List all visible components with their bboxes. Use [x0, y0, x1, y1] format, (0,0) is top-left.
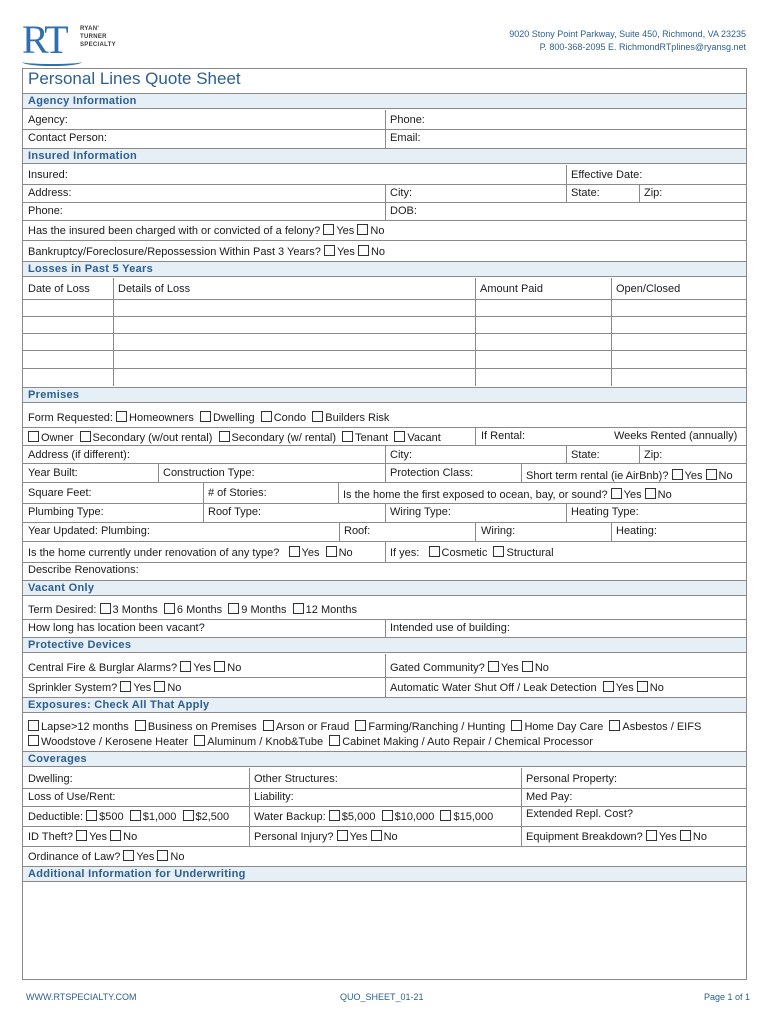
short-term-row: [526, 469, 733, 483]
extended-replacement-label[interactable]: Extended Repl. Cost?: [526, 808, 634, 820]
col-divider: [566, 503, 567, 522]
year-updated-plumbing-label[interactable]: Year Updated: Plumbing:: [28, 525, 150, 537]
insured-address-label[interactable]: Address:: [28, 187, 72, 199]
felony-yes-label: Yes: [336, 225, 355, 237]
row-divider: [23, 427, 746, 428]
ordinance-yes-checkbox[interactable]: [123, 850, 134, 861]
sprinkler-row: [28, 681, 181, 695]
col-divider: [385, 445, 386, 463]
ordinance-row: [28, 850, 184, 864]
first-exposed-yes-label: Yes: [623, 489, 642, 501]
bankruptcy-no-checkbox[interactable]: [358, 245, 369, 256]
exposure-business-label: Business on Premises: [147, 721, 257, 733]
insured-phone-label[interactable]: Phone:: [28, 205, 63, 217]
contact-person-label[interactable]: Contact Person:: [28, 132, 107, 144]
row-divider: [23, 562, 746, 563]
if-rental-label: If Rental:: [481, 430, 526, 442]
id-theft-yes-checkbox[interactable]: [76, 830, 87, 841]
col-divider: [339, 522, 340, 541]
id-theft-question: ID Theft?: [28, 831, 74, 843]
renovation-cosmetic-label: Cosmetic: [441, 547, 488, 559]
sprinkler-no-checkbox[interactable]: [154, 681, 165, 692]
premises-city-label[interactable]: City:: [390, 449, 412, 461]
col-divider: [566, 445, 567, 463]
id-theft-no-checkbox[interactable]: [110, 830, 121, 841]
plumbing-type-label[interactable]: Plumbing Type:: [28, 506, 104, 518]
felony-question: Has the insured been charged with or convicted of a felony?: [28, 225, 321, 237]
exposure-woodstove-label: Woodstove / Kerosene Heater: [41, 736, 189, 748]
water-backup-10000-checkbox[interactable]: [382, 810, 393, 821]
felony-row: [28, 224, 384, 238]
id-theft-yes-label: Yes: [89, 831, 108, 843]
bankruptcy-row: [28, 245, 385, 259]
footer-page-number: Page 1 of 1: [704, 992, 751, 1002]
insured-zip-label[interactable]: Zip:: [644, 187, 663, 199]
col-divider: [385, 184, 386, 220]
section-title-coverages: Coverages: [28, 753, 87, 765]
form-requested-row: [28, 411, 389, 425]
exposure-asbestos-checkbox[interactable]: [609, 720, 620, 731]
exposure-arson-checkbox[interactable]: [263, 720, 274, 731]
bankruptcy-yes-label: Yes: [336, 246, 355, 258]
vacant-how-long-label[interactable]: How long has location been vacant?: [28, 622, 205, 634]
exposures-row-2: [28, 735, 593, 749]
renovation-question: Is the home currently under renovation of any type?: [28, 547, 280, 559]
col-divider: [611, 522, 612, 541]
water-shutoff-no-label: No: [649, 682, 664, 694]
sprinkler-no-label: No: [167, 682, 182, 694]
loss-of-use-label[interactable]: Loss of Use/Rent:: [28, 791, 116, 803]
bankruptcy-no-label: No: [370, 246, 386, 258]
intended-use-label[interactable]: Intended use of building:: [390, 622, 510, 634]
exposure-aluminum-label: Aluminum / Knob&Tube: [207, 736, 324, 748]
alarms-yes-label: Yes: [193, 662, 212, 674]
id-theft-row: [28, 830, 137, 844]
first-exposed-no-checkbox[interactable]: [645, 488, 656, 499]
first-exposed-no-label: No: [657, 489, 672, 501]
water-shutoff-no-checkbox[interactable]: [637, 681, 648, 692]
personal-property-label[interactable]: Personal Property:: [526, 773, 618, 785]
equipment-no-label: No: [692, 831, 707, 843]
col-divider: [385, 654, 386, 697]
form-builders-risk-checkbox[interactable]: [312, 411, 323, 422]
logo-word-2: TURNER: [80, 34, 107, 40]
col-divider: [158, 463, 159, 482]
ordinance-yes-label: Yes: [136, 851, 155, 863]
section-title-vacant: Vacant Only: [28, 582, 95, 594]
ordinance-question: Ordinance of Law?: [28, 851, 121, 863]
form-dwelling-checkbox[interactable]: [200, 411, 211, 422]
personal-injury-no-checkbox[interactable]: [371, 830, 382, 841]
row-divider: [23, 826, 746, 827]
deductible-1000-checkbox[interactable]: [130, 810, 141, 821]
loss-amount-header: Amount Paid: [480, 283, 543, 295]
bankruptcy-question: Bankruptcy/Foreclosure/Repossession Within Past 3 Years?: [28, 246, 321, 258]
short-term-yes-checkbox[interactable]: [672, 469, 683, 480]
section-header-premises: [23, 387, 746, 403]
first-exposed-question: Is the home the first exposed to ocean, bay, or sound?: [343, 489, 608, 501]
insured-state-label[interactable]: State:: [571, 187, 600, 199]
water-backup-10000-label: $10,000: [394, 811, 435, 823]
liability-label[interactable]: Liability:: [254, 791, 294, 803]
renovation-no-checkbox[interactable]: [326, 546, 337, 557]
occupancy-secondary-rental-label: Secondary (w/ rental): [231, 432, 337, 444]
insured-city-label[interactable]: City:: [390, 187, 412, 199]
loss-row-line: [23, 316, 746, 317]
sprinkler-yes-checkbox[interactable]: [120, 681, 131, 692]
water-backup-15000-label: $15,000: [453, 811, 494, 823]
loss-row-line: [23, 333, 746, 334]
id-theft-no-label: No: [123, 831, 138, 843]
loss-status-header: Open/Closed: [616, 283, 681, 295]
section-title-exposures: Exposures: Check All That Apply: [28, 699, 210, 711]
year-updated-wiring-label[interactable]: Wiring:: [481, 525, 516, 537]
logo-monogram: RT: [22, 17, 67, 62]
additional-info-area[interactable]: [23, 882, 746, 978]
section-title-losses: Losses in Past 5 Years: [28, 263, 154, 275]
short-term-no-label: No: [718, 470, 733, 482]
form-condo-label: Condo: [273, 412, 307, 424]
equipment-yes-label: Yes: [658, 831, 677, 843]
col-divider: [385, 619, 386, 637]
section-header-agency: [23, 93, 746, 109]
renovation-row: [28, 546, 353, 560]
col-divider: [521, 463, 522, 482]
section-title-agency: Agency Information: [28, 95, 137, 107]
water-shutoff-yes-checkbox[interactable]: [603, 681, 614, 692]
personal-injury-row: [254, 830, 398, 844]
premises-zip-label[interactable]: Zip:: [644, 449, 663, 461]
page-title: Personal Lines Quote Sheet: [28, 69, 241, 88]
other-structures-label[interactable]: Other Structures:: [254, 773, 338, 785]
term-desired-label: Term Desired:: [28, 604, 97, 616]
occupancy-row: [28, 431, 441, 445]
renovation-structural-label: Structural: [506, 547, 554, 559]
exposure-daycare-checkbox[interactable]: [511, 720, 522, 731]
alarms-no-label: No: [227, 662, 242, 674]
agency-phone-label[interactable]: Phone:: [390, 114, 425, 126]
water-backup-label: Water Backup:: [254, 811, 326, 823]
bankruptcy-yes-checkbox[interactable]: [324, 245, 335, 256]
exposure-lapse-label: Lapse>12 months: [41, 721, 129, 733]
col-divider: [113, 278, 114, 386]
year-built-label[interactable]: Year Built:: [28, 467, 78, 479]
exposure-cabinet-checkbox[interactable]: [329, 735, 340, 746]
term-6-months-checkbox[interactable]: [164, 603, 175, 614]
protection-class-label[interactable]: Protection Class:: [390, 467, 474, 479]
alarms-question: Central Fire & Burglar Alarms?: [28, 662, 178, 674]
occupancy-vacant-label: Vacant: [407, 432, 441, 444]
equipment-breakdown-row: [526, 830, 707, 844]
dwelling-coverage-label[interactable]: Dwelling:: [28, 773, 73, 785]
row-divider: [23, 482, 746, 483]
deductible-row: [28, 810, 229, 824]
short-term-yes-label: Yes: [684, 470, 703, 482]
short-term-rental-question: Short term rental (ie AirBnb)?: [526, 470, 669, 482]
equipment-breakdown-question: Equipment Breakdown?: [526, 831, 643, 843]
section-title-additional: Additional Information for Underwriting: [28, 868, 246, 880]
occupancy-tenant-label: Tenant: [355, 432, 389, 444]
felony-yes-checkbox[interactable]: [323, 224, 334, 235]
term-3-months-label: 3 Months: [112, 604, 158, 616]
exposures-row-1: [28, 720, 701, 734]
deductible-1000-label: $1,000: [142, 811, 177, 823]
footer-form-code: QUO_SHEET_01-21: [340, 992, 424, 1002]
renovation-yes-checkbox[interactable]: [289, 546, 300, 557]
section-header-vacant: [23, 580, 746, 596]
personal-injury-no-label: No: [383, 831, 398, 843]
water-backup-15000-checkbox[interactable]: [440, 810, 451, 821]
row-divider: [23, 806, 746, 807]
water-shutoff-question: Automatic Water Shut Off / Leak Detection: [390, 682, 597, 694]
deductible-2500-checkbox[interactable]: [183, 810, 194, 821]
premises-state-label[interactable]: State:: [571, 449, 600, 461]
occupancy-owner-checkbox[interactable]: [28, 431, 39, 442]
col-divider: [475, 427, 476, 445]
personal-injury-question: Personal Injury?: [254, 831, 334, 843]
form-requested-label: Form Requested:: [28, 412, 113, 424]
col-divider: [639, 445, 640, 463]
exposure-business-checkbox[interactable]: [135, 720, 146, 731]
ordinance-no-checkbox[interactable]: [157, 850, 168, 861]
row-divider: [23, 846, 746, 847]
gated-yes-label: Yes: [500, 662, 519, 674]
gated-question: Gated Community?: [390, 662, 485, 674]
occupancy-secondary-no-rental-checkbox[interactable]: [80, 431, 91, 442]
col-divider: [475, 522, 476, 541]
exposure-farming-label: Farming/Ranching / Hunting: [368, 721, 506, 733]
address-different-label[interactable]: Address (if different):: [28, 449, 130, 461]
row-divider: [23, 788, 746, 789]
agency-email-label[interactable]: Email:: [390, 132, 421, 144]
ordinance-no-label: No: [170, 851, 185, 863]
occupancy-tenant-checkbox[interactable]: [342, 431, 353, 442]
personal-injury-yes-checkbox[interactable]: [337, 830, 348, 841]
occupancy-secondary-no-rental-label: Secondary (w/out rental): [92, 432, 213, 444]
section-header-losses: [23, 261, 746, 277]
exposure-asbestos-label: Asbestos / EIFS: [622, 721, 702, 733]
occupancy-owner-label: Owner: [41, 432, 74, 444]
term-12-months-checkbox[interactable]: [293, 603, 304, 614]
loss-row-line: [23, 368, 746, 369]
water-shutoff-yes-label: Yes: [615, 682, 634, 694]
header-address: 9020 Stony Point Parkway, Suite 450, Richmond, VA 23235: [509, 29, 746, 39]
section-title-protective: Protective Devices: [28, 639, 132, 651]
exposure-cabinet-label: Cabinet Making / Auto Repair / Chemical Processor: [342, 736, 593, 748]
deductible-500-checkbox[interactable]: [86, 810, 97, 821]
exposure-daycare-label: Home Day Care: [524, 721, 604, 733]
term-3-months-checkbox[interactable]: [100, 603, 111, 614]
row-divider: [23, 299, 746, 300]
term-6-months-label: 6 Months: [176, 604, 223, 616]
exposure-farming-checkbox[interactable]: [355, 720, 366, 731]
exposure-lapse-checkbox[interactable]: [28, 720, 39, 731]
form-builders-risk-label: Builders Risk: [325, 412, 390, 424]
alarms-yes-checkbox[interactable]: [180, 661, 191, 672]
occupancy-vacant-checkbox[interactable]: [394, 431, 405, 442]
exposure-woodstove-checkbox[interactable]: [28, 735, 39, 746]
insured-dob-label[interactable]: DOB:: [390, 205, 417, 217]
agency-label[interactable]: Agency:: [28, 114, 68, 126]
section-header-insured: [23, 148, 746, 164]
deductible-label: Deductible:: [28, 811, 84, 823]
wiring-type-label[interactable]: Wiring Type:: [390, 506, 451, 518]
col-divider: [566, 165, 567, 202]
logo-word-3: SPECIALTY: [80, 42, 116, 48]
col-divider: [203, 482, 204, 522]
renovation-yes-label: Yes: [301, 547, 320, 559]
construction-type-label[interactable]: Construction Type:: [163, 467, 255, 479]
exposure-aluminum-checkbox[interactable]: [194, 735, 205, 746]
renovation-cosmetic-checkbox[interactable]: [429, 546, 440, 557]
row-divider: [23, 220, 746, 221]
row-divider: [23, 240, 746, 241]
heating-type-label[interactable]: Heating Type:: [571, 506, 639, 518]
term-9-months-label: 9 Months: [241, 604, 287, 616]
felony-no-label: No: [370, 225, 385, 237]
water-backup-row: [254, 810, 493, 824]
if-yes-label: If yes:: [390, 547, 420, 559]
water-backup-5000-checkbox[interactable]: [329, 810, 340, 821]
loss-details-header: Details of Loss: [118, 283, 191, 295]
gated-yes-checkbox[interactable]: [488, 661, 499, 672]
insured-name-label[interactable]: Insured:: [28, 169, 68, 181]
alarms-row: [28, 661, 241, 675]
col-divider: [475, 278, 476, 386]
section-header-exposures: [23, 697, 746, 713]
form-homeowners-label: Homeowners: [129, 412, 194, 424]
deductible-2500-label: $2,500: [195, 811, 230, 823]
logo-swoosh: [22, 58, 82, 66]
alarms-no-checkbox[interactable]: [214, 661, 225, 672]
renovation-type-row: [390, 546, 554, 560]
footer-website[interactable]: WWW.RTSPECIALTY.COM: [26, 992, 137, 1002]
col-divider: [385, 110, 386, 148]
water-backup-5000-label: $5,000: [341, 811, 376, 823]
short-term-no-checkbox[interactable]: [706, 469, 717, 480]
col-divider: [385, 503, 386, 522]
term-desired-row: [28, 603, 357, 617]
roof-type-label[interactable]: Roof Type:: [208, 506, 261, 518]
gated-no-checkbox[interactable]: [522, 661, 533, 672]
header-phone-email: P. 800-368-2095 E. RichmondRTplines@ryansg.net: [539, 42, 746, 52]
weeks-rented-label[interactable]: Weeks Rented (annually): [614, 430, 738, 442]
row-divider: [23, 522, 746, 523]
first-exposed-yes-checkbox[interactable]: [611, 488, 622, 499]
form-dwelling-label: Dwelling: [212, 412, 255, 424]
felony-no-checkbox[interactable]: [357, 224, 368, 235]
personal-injury-yes-label: Yes: [349, 831, 368, 843]
col-divider: [521, 768, 522, 846]
section-header-protective: [23, 637, 746, 653]
term-9-months-checkbox[interactable]: [228, 603, 239, 614]
col-divider: [338, 482, 339, 503]
deductible-500-label: $500: [99, 811, 124, 823]
logo-word-1: RYAN': [80, 26, 100, 32]
form-homeowners-checkbox[interactable]: [116, 411, 127, 422]
col-divider: [249, 768, 250, 846]
gated-no-label: No: [534, 662, 549, 674]
col-divider: [611, 278, 612, 386]
equipment-no-checkbox[interactable]: [680, 830, 691, 841]
section-header-additional: [23, 866, 746, 882]
col-divider: [385, 541, 386, 562]
form-condo-checkbox[interactable]: [261, 411, 272, 422]
col-divider: [385, 463, 386, 482]
describe-renovations-label[interactable]: Describe Renovations:: [28, 564, 139, 576]
term-12-months-label: 12 Months: [305, 604, 358, 616]
renovation-structural-checkbox[interactable]: [493, 546, 504, 557]
header-contact: [0, 28, 746, 54]
water-shutoff-row: [390, 681, 664, 695]
loss-date-header: Date of Loss: [28, 283, 90, 295]
gated-row: [390, 661, 549, 675]
exposure-arson-label: Arson or Fraud: [275, 721, 350, 733]
sprinkler-question: Sprinkler System?: [28, 682, 118, 694]
section-title-insured: Insured Information: [28, 150, 137, 162]
section-header-coverages: [23, 751, 746, 767]
effective-date-label[interactable]: Effective Date:: [571, 169, 643, 181]
stories-label[interactable]: # of Stories:: [208, 487, 267, 499]
section-title-premises: Premises: [28, 389, 80, 401]
loss-row-line: [23, 350, 746, 351]
col-divider: [639, 184, 640, 202]
first-exposed-row: [343, 488, 672, 502]
square-feet-label[interactable]: Square Feet:: [28, 487, 92, 499]
renovation-no-label: No: [338, 547, 353, 559]
occupancy-secondary-rental-checkbox[interactable]: [219, 431, 230, 442]
sprinkler-yes-label: Yes: [133, 682, 152, 694]
year-updated-roof-label[interactable]: Roof:: [344, 525, 371, 537]
year-updated-heating-label[interactable]: Heating:: [616, 525, 657, 537]
med-pay-label[interactable]: Med Pay:: [526, 791, 573, 803]
equipment-yes-checkbox[interactable]: [646, 830, 657, 841]
